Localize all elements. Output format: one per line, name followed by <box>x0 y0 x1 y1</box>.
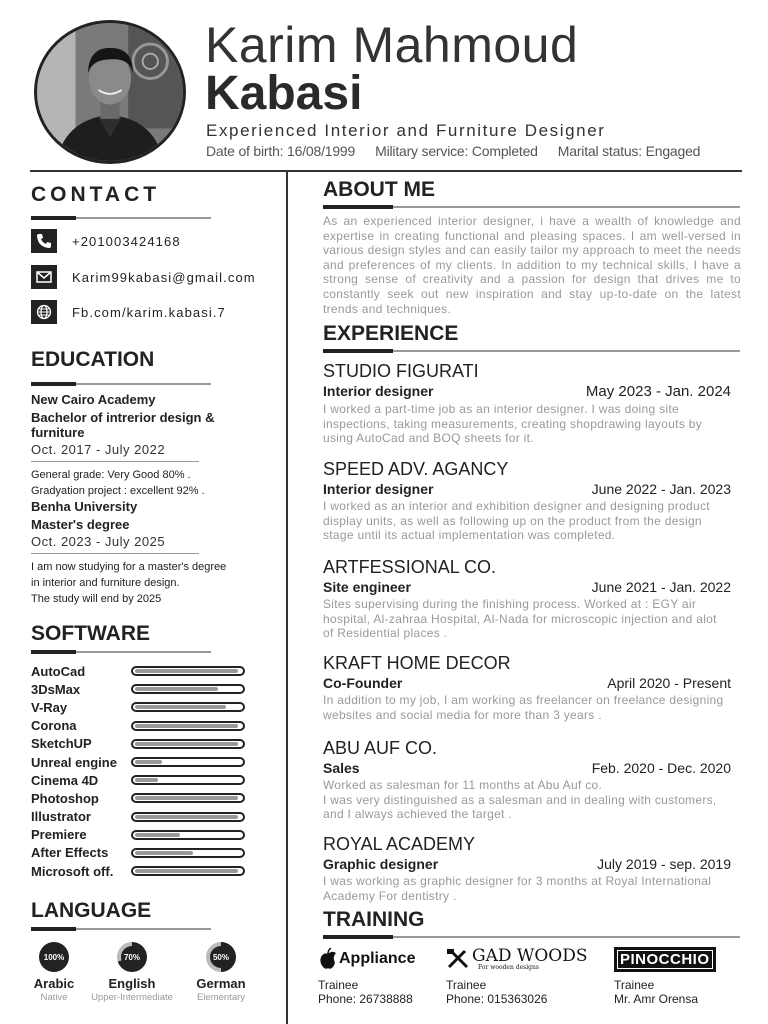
mail-icon <box>31 265 57 289</box>
education-note: General grade: Very Good 80% . Gradyation project : excellent 92% . <box>31 469 205 497</box>
software-name: AutoCad <box>31 663 86 679</box>
software-name: Unreal engine <box>31 754 117 770</box>
skill-bar <box>131 739 245 749</box>
software-row <box>31 698 281 716</box>
header-divider <box>30 170 742 172</box>
skill-fill <box>135 669 238 673</box>
skill-bar <box>131 684 245 694</box>
skill-bar <box>131 793 245 803</box>
language-dial <box>206 942 236 972</box>
job-entry <box>323 738 731 822</box>
company-name: KRAFT HOME DECOR <box>323 653 511 673</box>
training-role: Trainee <box>446 978 487 992</box>
apple-icon <box>318 948 338 970</box>
skill-bar <box>131 866 245 876</box>
company-name: ROYAL ACADEMY <box>323 834 476 854</box>
language-name: German <box>196 976 246 991</box>
contact-heading: CONTACT <box>31 183 161 206</box>
pinocchio-wordmark: PINOCCHIO <box>614 947 716 972</box>
first-name: Karim Mahmoud <box>205 17 579 73</box>
tools-icon <box>446 948 470 970</box>
job-entry <box>323 361 731 446</box>
language-percent: 70% <box>121 946 143 968</box>
job-date: May 2023 - Jan. 2024 <box>585 383 731 400</box>
language-level: Native <box>40 992 68 1003</box>
job-date: Feb. 2020 - Dec. 2020 <box>591 760 731 776</box>
skill-bar <box>131 702 245 712</box>
skill-bar <box>131 757 245 767</box>
skill-fill <box>135 687 218 691</box>
software-name: Premiere <box>31 827 87 843</box>
company-name: ABU AUF CO. <box>323 738 438 758</box>
job-date: June 2022 - Jan. 2023 <box>591 481 731 497</box>
skill-bar <box>131 775 245 785</box>
software-name: SketchUP <box>31 736 92 752</box>
about-text: As an experienced interior designer, i have a wealth of knowledge and expertise in creating functional and pleasing spaces. I am well-versed in various design styles and can easily tailor my approach to meet the needs and preferences of my clients. In addition to my technical skills, I have a strong sense of creativity and a passion for design that drives me to constantly seek out new inspiration and stay up-to-date on the latest trends and techniques. <box>323 214 741 316</box>
job-role: Interior designer <box>323 481 434 497</box>
skill-fill <box>135 869 238 873</box>
software-row <box>31 771 281 789</box>
education-date: Oct. 2023 - July 2025 <box>31 534 199 554</box>
training-contact: Phone: 26738888 <box>318 992 413 1006</box>
skill-fill <box>135 742 238 746</box>
email-address: Karim99kabasi@gmail.com <box>72 269 256 285</box>
last-name: Kabasi <box>205 67 363 120</box>
gad-woods-logo <box>446 946 588 972</box>
column-divider <box>286 172 288 1024</box>
software-name: Illustrator <box>31 809 91 825</box>
software-heading: SOFTWARE <box>31 622 150 645</box>
phone-number: +201003424168 <box>72 233 181 249</box>
software-list <box>31 662 281 880</box>
skill-fill <box>135 705 226 709</box>
software-row <box>31 680 281 698</box>
pinocchio-logo <box>614 946 716 972</box>
software-row <box>31 662 281 680</box>
school-name: Benha University <box>31 499 138 514</box>
software-name: V-Ray <box>31 699 68 715</box>
contact-facebook[interactable] <box>31 300 226 324</box>
language-percent: 100% <box>43 946 65 968</box>
language-dial <box>39 942 69 972</box>
language-underline <box>31 928 211 930</box>
about-underline <box>323 206 740 208</box>
software-row <box>31 735 281 753</box>
globe-icon <box>31 300 57 324</box>
software-row <box>31 862 281 880</box>
education-note: I am now studying for a master's degree in interior and furniture design. The study will end by 2025 <box>31 561 227 605</box>
military-status: Military service: Completed <box>375 143 538 159</box>
software-name: After Effects <box>31 845 109 861</box>
experience-heading: EXPERIENCE <box>323 322 459 345</box>
experience-underline <box>323 350 740 352</box>
software-name: 3DsMax <box>31 681 81 697</box>
software-row <box>31 826 281 844</box>
software-name: Corona <box>31 718 77 734</box>
language-heading: LANGUAGE <box>31 899 152 922</box>
language-level: Elementary <box>196 992 246 1003</box>
job-role: Co-Founder <box>323 675 403 691</box>
contact-underline <box>31 217 211 219</box>
skill-fill <box>135 833 180 837</box>
language-item <box>82 942 182 1003</box>
phone-icon <box>31 229 57 253</box>
job-title: Experienced Interior and Furniture Designer <box>206 121 606 140</box>
software-underline <box>31 651 211 653</box>
birth-date: Date of birth: 16/08/1999 <box>206 143 356 159</box>
contact-phone[interactable] <box>31 229 181 253</box>
job-entry <box>323 834 731 903</box>
language-name: English <box>108 976 156 991</box>
skill-bar <box>131 812 245 822</box>
profile-photo <box>34 20 186 164</box>
company-name: STUDIO FIGURATI <box>323 361 479 381</box>
skill-fill <box>135 760 162 764</box>
job-description: In addition to my job, I am working as freelancer on freelance designing websites and social media for more than 3 years . <box>323 693 724 722</box>
company-name: ARTFESSIONAL CO. <box>323 557 497 577</box>
job-role: Site engineer <box>323 579 411 595</box>
job-entry <box>323 653 731 722</box>
language-name: Arabic <box>33 976 75 991</box>
job-description: Worked as salesman for 11 months at Abu Auf co. I was very distinguished as a salesman and in dealing with customers, and I always achieved the target . <box>323 778 717 821</box>
software-row <box>31 717 281 735</box>
software-row <box>31 753 281 771</box>
skill-bar <box>131 848 245 858</box>
gad-woods-tagline: For wooden designs <box>478 963 539 971</box>
language-level: Upper-Intermediate <box>91 992 173 1003</box>
software-row <box>31 789 281 807</box>
skill-fill <box>135 796 238 800</box>
job-description: I worked as an interior and exhibition designer and designing product display units, as well as following up on the product from the design stage until its actual implementation was completed. <box>323 499 710 542</box>
education-item <box>31 499 271 607</box>
job-date: April 2020 - Present <box>607 675 731 691</box>
degree: Master's degree <box>31 517 130 532</box>
job-entry <box>323 459 731 543</box>
contact-email[interactable] <box>31 265 256 289</box>
job-role: Graphic designer <box>323 856 439 872</box>
training-contact: Phone: 015363026 <box>446 992 548 1006</box>
skill-bar <box>131 666 245 676</box>
about-heading: ABOUT ME <box>323 178 435 201</box>
software-row <box>31 808 281 826</box>
job-description: I was working as graphic designer for 3 months at Royal International Academy For dentistry . <box>323 874 712 903</box>
personal-info-row <box>206 143 700 159</box>
software-row <box>31 844 281 862</box>
skill-fill <box>135 851 193 855</box>
gad-woods-wordmark: GAD WOODS <box>472 945 588 966</box>
language-item <box>171 942 271 1003</box>
job-description: I worked a part-time job as an interior designer. I was doing site inspections, taking measurements, creating shopdrawing layouts by using AutoCad and BOQ sheets for it. <box>323 402 703 445</box>
job-entry <box>323 557 731 641</box>
training-role: Trainee <box>614 978 655 992</box>
facebook-link: Fb.com/karim.kabasi.7 <box>72 304 226 320</box>
company-name: SPEED ADV. AGANCY <box>323 459 509 479</box>
skill-fill <box>135 778 158 782</box>
training-heading: TRAINING <box>323 908 425 931</box>
education-date: Oct. 2017 - July 2022 <box>31 442 199 462</box>
education-item <box>31 392 271 499</box>
appliance-wordmark: Appliance <box>339 950 416 967</box>
language-percent: 50% <box>210 946 232 968</box>
education-underline <box>31 383 211 385</box>
language-dial <box>117 942 147 972</box>
portrait-image <box>37 23 183 161</box>
software-name: Cinema 4D <box>31 772 99 788</box>
training-underline <box>323 936 740 938</box>
software-name: Photoshop <box>31 790 99 806</box>
appliance-logo <box>318 946 415 972</box>
job-role: Sales <box>323 760 360 776</box>
skill-bar <box>131 830 245 840</box>
education-heading: EDUCATION <box>31 348 155 371</box>
job-date: June 2021 - Jan. 2022 <box>591 579 731 595</box>
school-name: New Cairo Academy <box>31 392 156 407</box>
training-item <box>614 946 716 1006</box>
job-date: July 2019 - sep. 2019 <box>597 856 731 872</box>
software-name: Microsoft off. <box>31 863 114 879</box>
training-contact: Mr. Amr Orensa <box>614 992 699 1006</box>
training-item <box>318 946 415 1006</box>
job-description: Sites supervising during the finishing process. Worked at : EGY air hospital, Al-zahraa Hospital, Al-Nada for microscopic injection and alot of Residential places . <box>323 597 717 640</box>
skill-bar <box>131 721 245 731</box>
training-item <box>446 946 588 1006</box>
marital-status: Marital status: Engaged <box>557 143 701 159</box>
degree: Bachelor of intrerior design & furniture <box>31 410 215 440</box>
job-role: Interior designer <box>323 383 434 399</box>
training-role: Trainee <box>318 978 359 992</box>
skill-fill <box>135 724 238 728</box>
skill-fill <box>135 815 238 819</box>
